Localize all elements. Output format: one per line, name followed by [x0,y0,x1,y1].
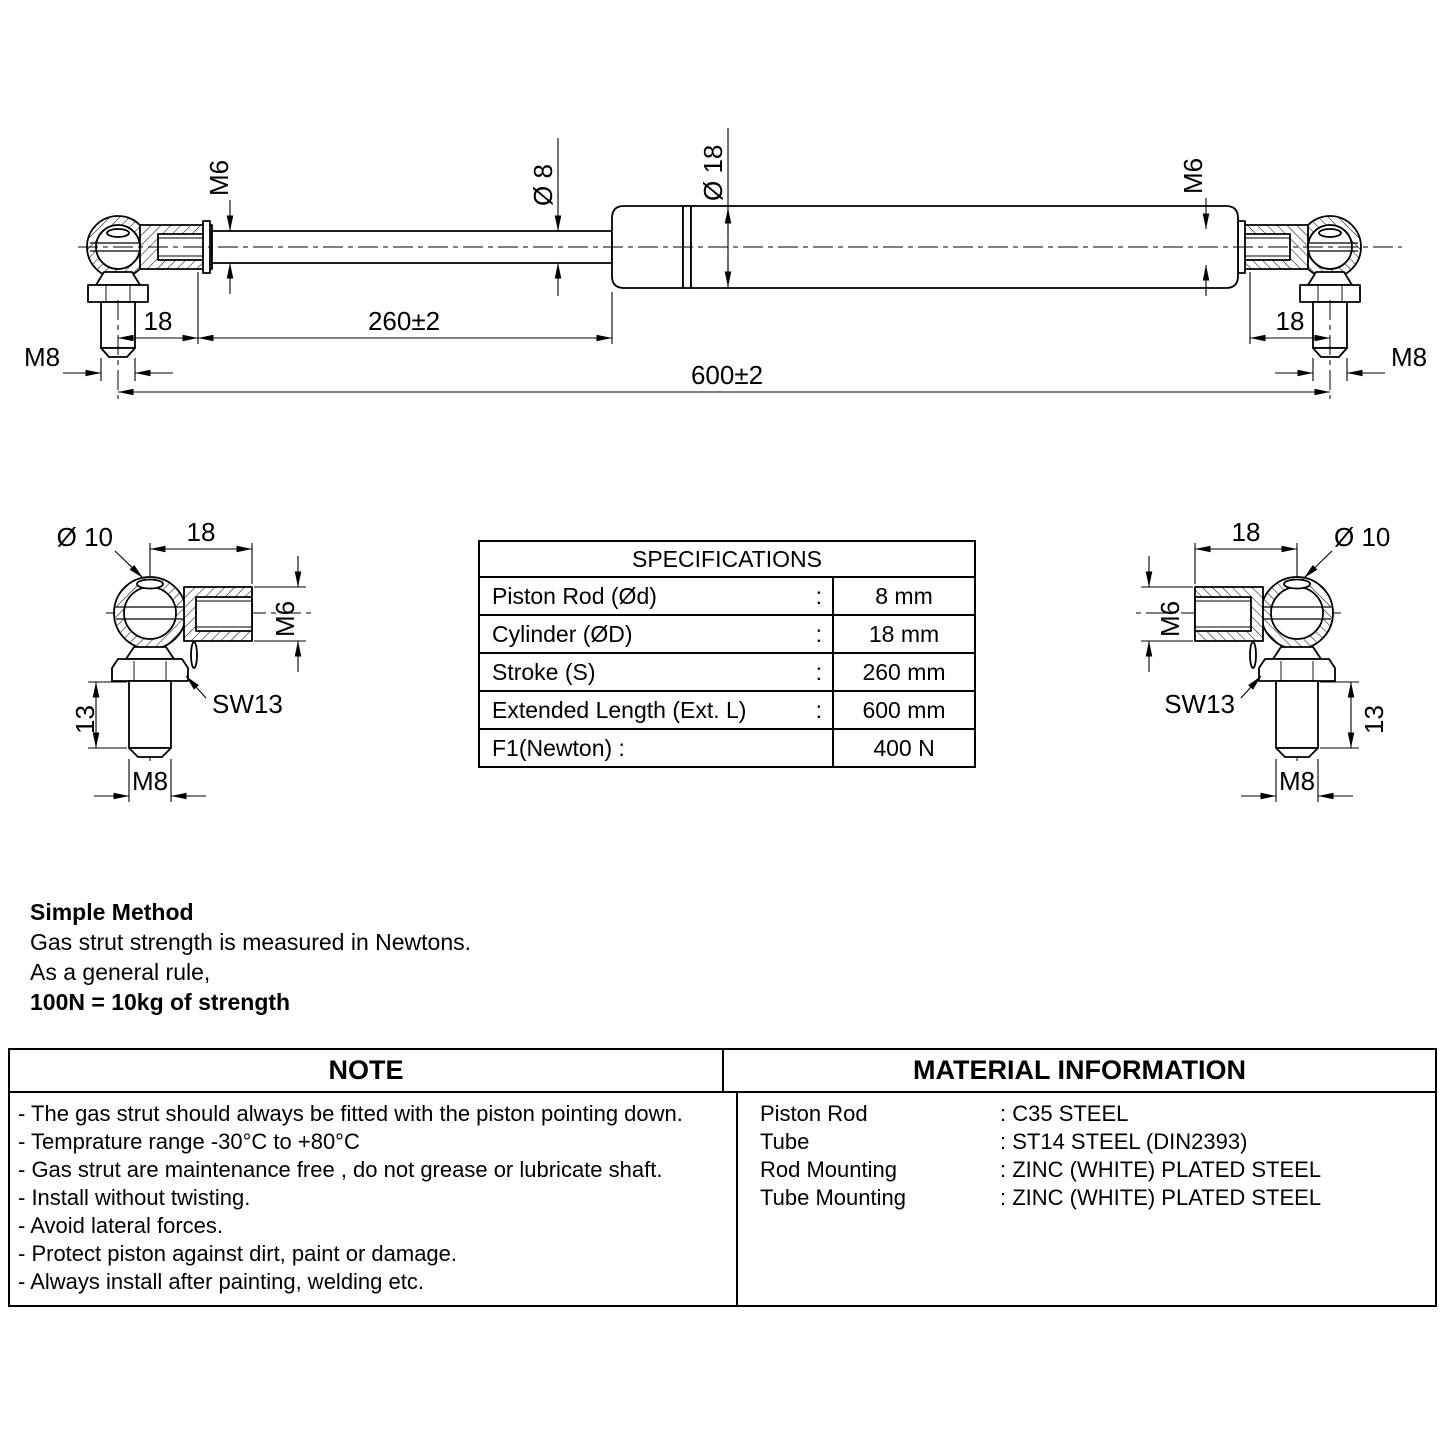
note-item: - Install without twisting. [18,1185,251,1210]
end-fitting-detail-left [88,543,312,802]
material-label: Piston Rod [760,1101,868,1126]
material-label: Tube [760,1129,810,1154]
material-value: : C35 STEEL [1000,1101,1129,1126]
label-dia8: Ø 8 [528,164,558,206]
note-material-body [10,1093,1435,1305]
note-header: NOTE [10,1050,724,1091]
label-m8-right: M8 [1391,342,1428,372]
label-detail-left-m6: M6 [270,600,300,637]
spec-row-cylinder [480,614,974,652]
material-value: : ST14 STEEL (DIN2393) [1000,1129,1248,1154]
dimension-dia8 [528,138,558,296]
note-item: - The gas strut should always be fitted with the piston pointing down. [18,1101,683,1126]
label-18-left: 18 [143,306,173,336]
note-list [10,1093,738,1305]
spec-label-text: Extended Length (Ext. L) [492,696,747,723]
label-detail-left-sw13: SW13 [212,689,283,719]
spec-value: 18 mm [868,620,940,647]
note-material-table [8,1048,1437,1307]
specifications-title: SPECIFICATIONS [632,546,822,572]
simple-method-block [30,897,471,1017]
dimension-m8-right [1275,342,1427,381]
detail-right-labels [1155,517,1390,796]
note-item: - Protect piston against dirt, paint or damage. [18,1241,458,1266]
spec-row-piston-rod [480,576,974,614]
label-detail-left-m8: M8 [131,766,169,796]
label-detail-left-18: 18 [186,517,216,547]
spec-value: 400 N [873,734,935,761]
material-information-header: MATERIAL INFORMATION [913,1055,1246,1085]
detail-left-labels [57,517,300,796]
note-item: - Always install after painting, welding etc. [18,1269,424,1294]
spec-value: 600 mm [862,696,946,723]
material-row [760,1184,1435,1212]
label-detail-left-13: 13 [70,705,100,734]
label-stroke-260: 260±2 [367,306,441,336]
spec-colon: : [815,620,822,647]
spec-row-stroke [480,652,974,690]
label-detail-right-m8: M8 [1278,766,1316,796]
label-total-600: 600±2 [690,360,764,390]
spec-colon: : [815,658,822,685]
note-item: - Gas strut are maintenance free , do not grease or lubricate shaft. [18,1157,663,1182]
material-list [738,1093,1435,1305]
spec-value: 260 mm [862,658,946,685]
specifications-table [478,540,976,768]
spec-label-text: F1(Newton) : [492,734,625,761]
dimension-stroke-260 [198,292,612,344]
simple-method-line2: As a general rule, [30,959,211,985]
spec-colon: : [815,696,822,723]
spec-label-text: Cylinder (ØD) [492,620,633,647]
dimension-m8-left [24,342,173,381]
material-row [760,1100,1435,1128]
spec-row-extended-length [480,690,974,728]
note-item: - Temprature range -30°C to +80°C [18,1129,360,1154]
spec-value: 8 mm [875,582,933,609]
material-label: Rod Mounting [760,1157,897,1182]
label-m6-right: M6 [1178,157,1208,194]
spec-label-text: Stroke (S) [492,658,596,685]
material-label: Tube Mounting [760,1185,906,1210]
material-row [760,1128,1435,1156]
spec-label-text: Piston Rod (Ød) [492,582,657,609]
label-18-right: 18 [1275,306,1305,336]
material-row [760,1156,1435,1184]
note-item: - Avoid lateral forces. [18,1213,224,1238]
simple-method-line3: 100N = 10kg of strength [30,989,291,1015]
spec-row-f1-newton [480,728,974,766]
label-detail-right-18: 18 [1231,517,1261,547]
dimension-total-600 [118,360,1330,392]
main-strut-view [24,128,1427,399]
spec-colon: : [815,582,822,609]
label-dia18: Ø 18 [698,144,728,201]
label-detail-left-dia10: Ø 10 [56,522,113,552]
label-m6-left: M6 [204,159,234,196]
label-detail-right-sw13: SW13 [1164,689,1235,719]
simple-method-line1: Gas strut strength is measured in Newtons. [30,929,472,955]
material-value: : ZINC (WHITE) PLATED STEEL [1000,1157,1322,1182]
label-detail-right-13: 13 [1359,705,1389,734]
label-detail-right-dia10: Ø 10 [1334,522,1391,552]
material-value: : ZINC (WHITE) PLATED STEEL [1000,1185,1322,1210]
note-material-header-row [10,1050,1435,1093]
simple-method-title: Simple Method [30,899,194,925]
label-m8-left: M8 [24,342,61,372]
end-fitting-detail-right [1135,543,1359,802]
label-detail-right-m6: M6 [1155,600,1185,637]
